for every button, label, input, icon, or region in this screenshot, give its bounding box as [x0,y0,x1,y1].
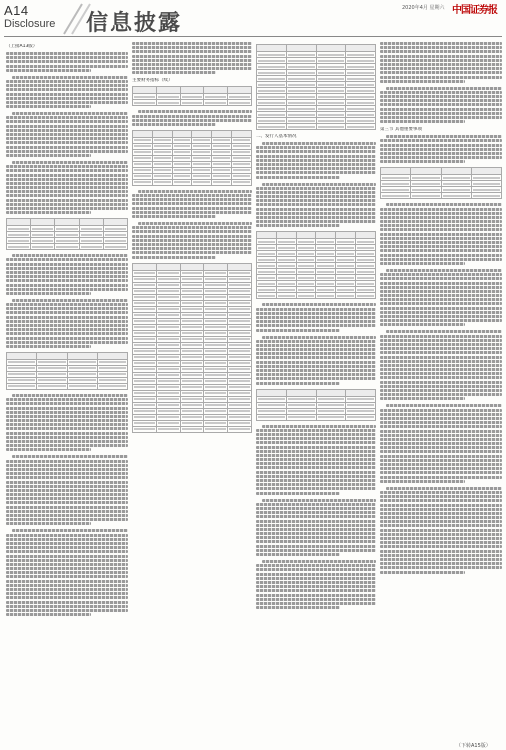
text-block [6,394,128,451]
newspaper-logo: 中国证券报 [452,5,497,16]
text-block [380,203,502,265]
issue-date: 2020年4月 星期六 [402,5,445,11]
text-block [256,303,376,331]
text-block [6,299,128,348]
text-block [6,161,128,214]
text-block [6,76,128,108]
data-table [132,86,252,106]
text-block [6,112,128,157]
continued-note: （下转A15版） [456,743,491,749]
text-block [256,183,376,228]
column-heading: 二、发行人基本情况 [256,134,297,139]
data-table [132,263,252,433]
page-header [0,0,506,38]
data-table [132,130,252,186]
text-block [380,135,502,163]
text-block [380,87,502,124]
text-block [256,425,376,495]
text-column-3 [256,42,376,742]
text-block [256,499,376,556]
text-block [380,404,502,482]
data-table [256,44,376,130]
text-block [256,142,376,179]
text-block [132,110,252,126]
text-block [256,336,376,385]
text-block [132,222,252,259]
section-title: 信息披露 [86,11,183,36]
data-table [6,218,128,250]
data-table [256,231,376,299]
header-rule [4,36,502,37]
text-block [132,190,252,218]
data-table [256,389,376,421]
text-column-2 [132,42,252,742]
text-column-4 [380,42,502,742]
column-heading: 第三节 其他重要事项 [380,127,422,133]
text-block [6,529,128,616]
text-block [6,455,128,525]
data-table [380,167,502,199]
text-block [380,330,502,400]
text-block [6,52,128,72]
text-block [380,42,502,83]
text-column-1 [6,42,128,742]
text-block [380,269,502,326]
section-label-en: Disclosure [4,18,56,30]
page-number: A14 [4,3,29,18]
column-heading: （上接A13版） [6,44,38,49]
text-block [6,254,128,295]
column-heading: 主要财务指标（续） [132,78,173,84]
text-block [380,487,502,574]
data-table [6,352,128,390]
text-block [132,42,252,74]
text-block [256,560,376,609]
